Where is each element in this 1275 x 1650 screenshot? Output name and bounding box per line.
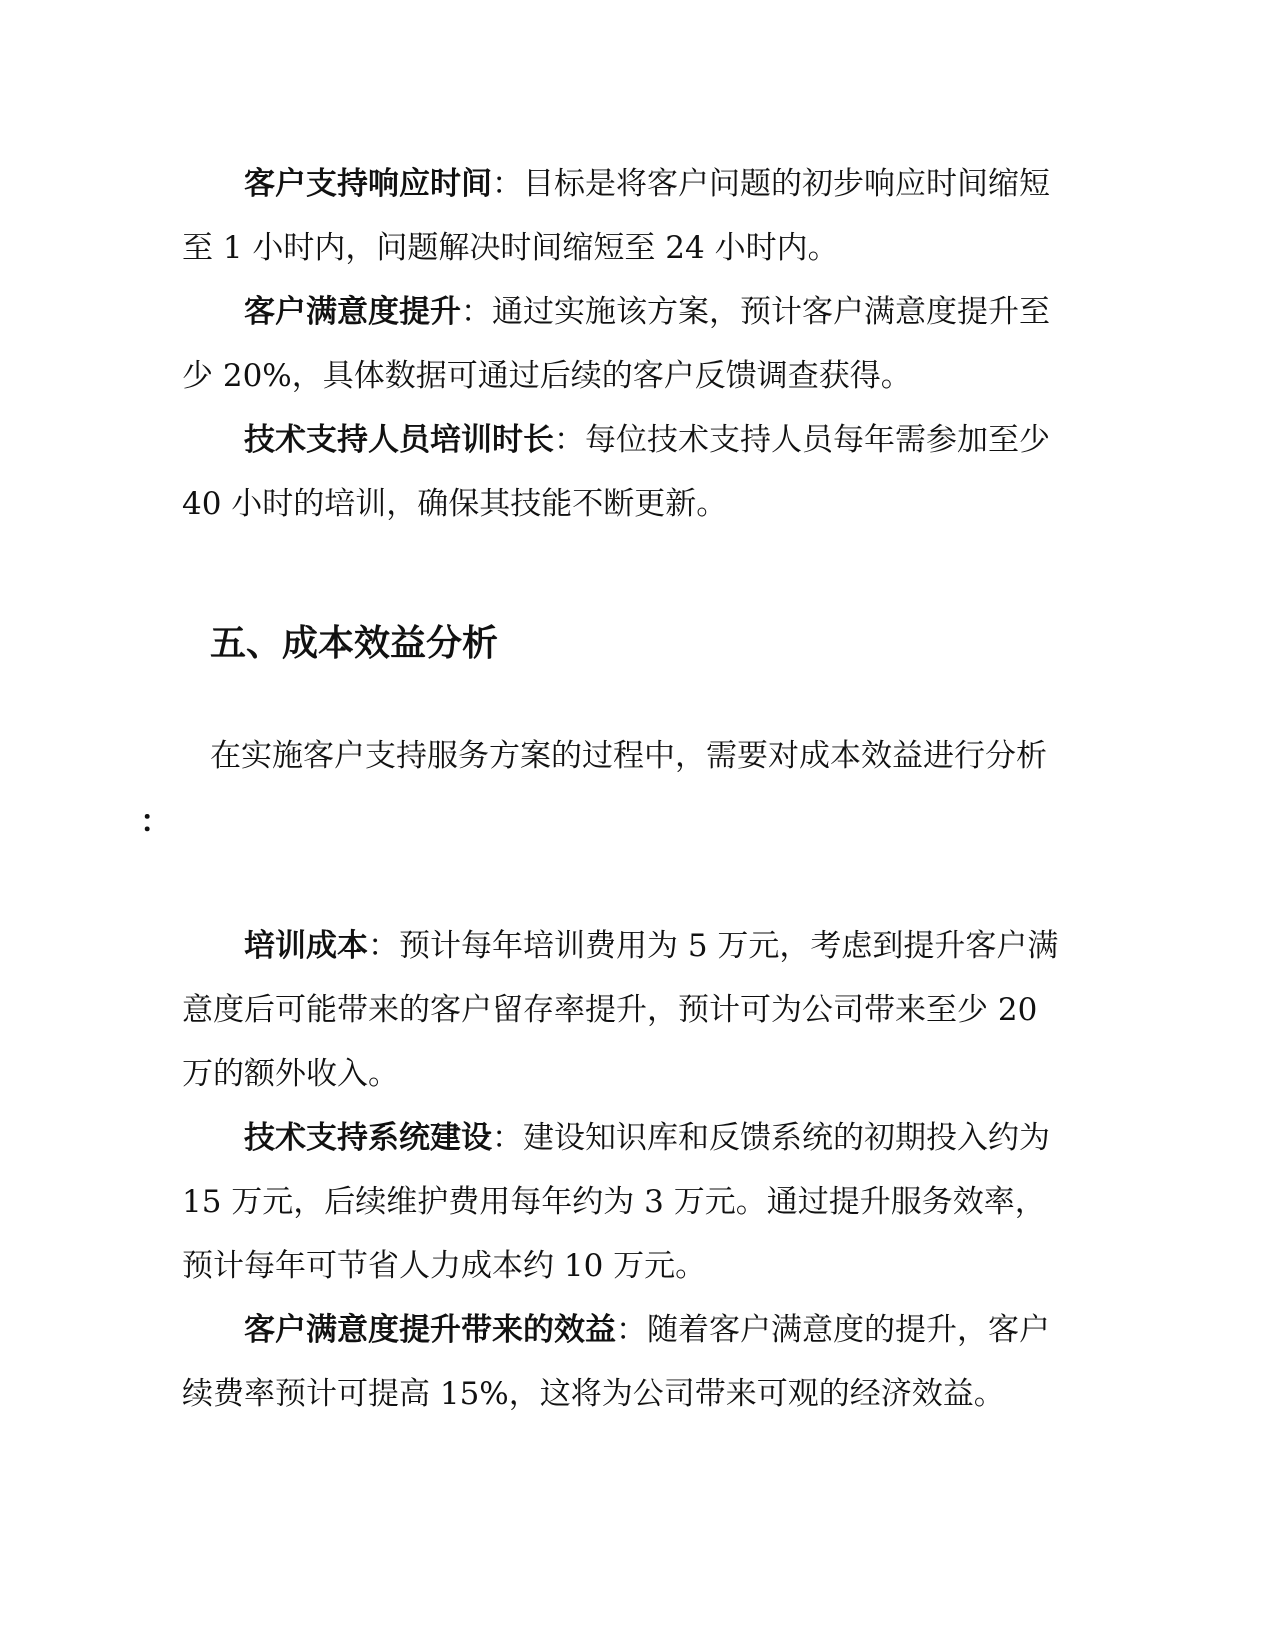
cost-title: 客户满意度提升带来的效益 xyxy=(244,1312,616,1348)
metric-text: ：通过实施该方案，预计客户满意度提升至少 20%，具体数据可通过后续的客户反馈调查获得。 xyxy=(182,294,1050,394)
cost-title: 技术支持系统建设 xyxy=(244,1120,492,1156)
metric-title: 技术支持人员培训时长 xyxy=(244,422,554,458)
metric-training-hours xyxy=(182,408,1072,536)
cost-satisfaction-benefit xyxy=(182,1298,1072,1426)
metric-text: ：每位技术支持人员每年需参加至少 40 小时的培训，确保其技能不断更新。 xyxy=(182,422,1050,522)
cost-title: 培训成本 xyxy=(244,928,368,964)
section-intro-colon: ： xyxy=(140,804,171,840)
metric-response-time xyxy=(182,152,1072,280)
metric-text: ：目标是将客户问题的初步响应时间缩短至 1 小时内，问题解决时间缩短至 24 小时内。 xyxy=(182,166,1050,266)
cost-system-build xyxy=(182,1106,1072,1298)
cost-text: ：预计每年培训费用为 5 万元，考虑到提升客户满意度后可能带来的客户留存率提升，预计可为公司带来至少 20 万的额外收入。 xyxy=(182,928,1059,1092)
metric-title: 客户满意度提升 xyxy=(244,294,461,330)
section-heading: 五、成本效益分析 xyxy=(210,623,499,664)
cost-text: ：建设知识库和反馈系统的初期投入约为 15 万元，后续维护费用每年约为 3 万元。通过提升服务效率，预计每年可节省人力成本约 10 万元。 xyxy=(182,1120,1050,1284)
cost-training xyxy=(182,914,1072,1106)
metric-title: 客户支持响应时间 xyxy=(244,166,492,202)
section-intro: 在实施客户支持服务方案的过程中，需要对成本效益进行分析 xyxy=(210,738,1047,774)
cost-text: ：随着客户满意度的提升，客户续费率预计可提高 15%，这将为公司带来可观的经济效益。 xyxy=(182,1312,1050,1412)
metric-satisfaction xyxy=(182,280,1072,408)
